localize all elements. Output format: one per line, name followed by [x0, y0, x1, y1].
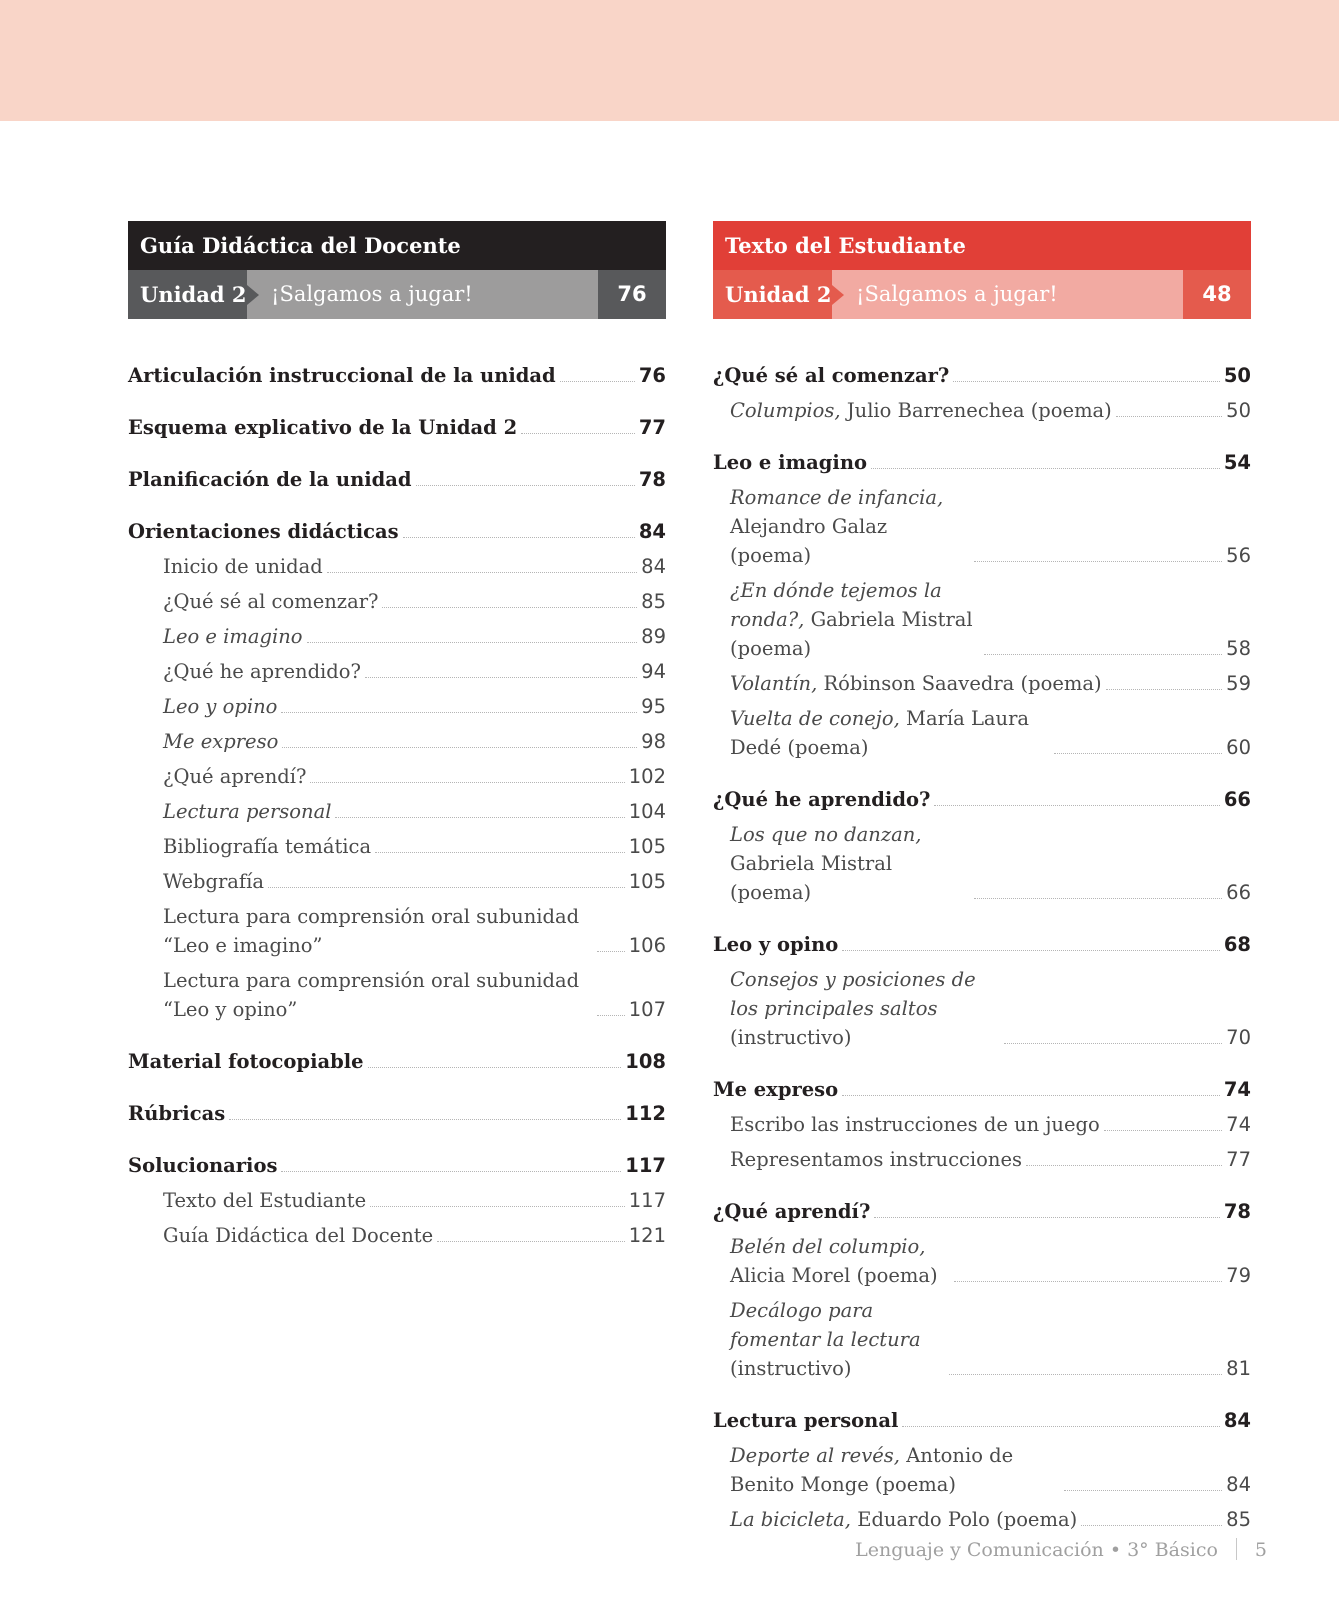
toc-subentry[interactable]: Leo y opino 95: [163, 695, 666, 718]
toc-entry[interactable]: Articulación instruccional de la unidad 76: [128, 364, 666, 387]
top-color-band: [0, 0, 1339, 121]
toc-subentry[interactable]: Bibliografía temática 105: [163, 835, 666, 858]
guide-unit-bar: [128, 270, 666, 319]
footer-divider: [1236, 1538, 1237, 1560]
toc-entry[interactable]: Lectura personal 84: [713, 1409, 1251, 1432]
toc-entry[interactable]: Leo e imagino 54: [713, 451, 1251, 474]
toc-subentry[interactable]: Webgrafía 105: [163, 870, 666, 893]
footer-subject: Lenguaje y Comunicación • 3° Básico: [855, 1539, 1218, 1561]
toc-subentry[interactable]: Lectura personal 104: [163, 800, 666, 823]
student-unit-bar: [713, 270, 1251, 319]
toc-subentry[interactable]: Vuelta de conejo, María Laura Dedé (poema) 60: [730, 707, 1251, 759]
unit-page-number: 76: [598, 270, 666, 319]
toc-subentry[interactable]: Lectura para comprensión oral subunidad “Leo e imagino” 106: [163, 905, 666, 957]
toc-entry[interactable]: Planificación de la unidad 78: [128, 468, 666, 491]
toc-entry[interactable]: ¿Qué aprendí? 78: [713, 1200, 1251, 1223]
toc-subentry[interactable]: Inicio de unidad 84: [163, 555, 666, 578]
toc-entry[interactable]: Leo y opino 68: [713, 933, 1251, 956]
toc-subentry[interactable]: Representamos instrucciones 77: [730, 1148, 1251, 1171]
toc-entry[interactable]: Solucionarios 117: [128, 1154, 666, 1177]
toc-subentry[interactable]: Consejos y posiciones de los principales saltos (instructivo) 70: [730, 968, 1251, 1049]
toc-entry[interactable]: Rúbricas 112: [128, 1102, 666, 1125]
toc-subentry[interactable]: Escribo las instrucciones de un juego 74: [730, 1113, 1251, 1136]
student-header-title: Texto del Estudiante: [713, 221, 1251, 270]
toc-entry[interactable]: ¿Qué sé al comenzar? 50: [713, 364, 1251, 387]
toc-subentry[interactable]: ¿Qué aprendí? 102: [163, 765, 666, 788]
toc-subentry[interactable]: Lectura para comprensión oral subunidad “Leo y opino” 107: [163, 969, 666, 1021]
toc-entry[interactable]: Esquema explicativo de la Unidad 2 77: [128, 416, 666, 439]
toc-subentry[interactable]: ¿En dónde tejemos la ronda?, Gabriela Mistral (poema) 58: [730, 579, 1251, 660]
toc-subentry[interactable]: Romance de infancia, Alejandro Galaz (poema) 56: [730, 486, 1251, 567]
toc-subentry[interactable]: Me expreso 98: [163, 730, 666, 753]
toc-subentry[interactable]: Leo e imagino 89: [163, 625, 666, 648]
guide-header-title: Guía Didáctica del Docente: [128, 221, 666, 270]
toc-entry[interactable]: ¿Qué he aprendido? 66: [713, 788, 1251, 811]
guide-column: [128, 221, 666, 1247]
toc-subentry[interactable]: Decálogo para fomentar la lectura (instructivo) 81: [730, 1299, 1251, 1380]
guide-toc: [128, 361, 666, 1250]
page-footer: [855, 1538, 1267, 1561]
student-toc: [713, 361, 1251, 1534]
toc-subentry[interactable]: Los que no danzan, Gabriela Mistral (poema) 66: [730, 823, 1251, 904]
toc-subentry[interactable]: ¿Qué sé al comenzar? 85: [163, 590, 666, 613]
toc-subentry[interactable]: Volantín, Róbinson Saavedra (poema) 59: [730, 672, 1251, 695]
unit-label: Unidad 2: [713, 270, 832, 319]
toc-entry[interactable]: Me expreso 74: [713, 1078, 1251, 1101]
toc-entry[interactable]: Orientaciones didácticas 84: [128, 520, 666, 543]
toc-subentry[interactable]: ¿Qué he aprendido? 94: [163, 660, 666, 683]
student-text-column: [713, 221, 1251, 1531]
toc-subentry[interactable]: Texto del Estudiante 117: [163, 1189, 666, 1212]
toc-subentry[interactable]: La bicicleta, Eduardo Polo (poema) 85: [730, 1508, 1251, 1531]
toc-subentry[interactable]: Belén del columpio, Alicia Morel (poema) 79: [730, 1235, 1251, 1287]
unit-label: Unidad 2: [128, 270, 247, 319]
toc-subentry[interactable]: Deporte al revés, Antonio de Benito Monge (poema) 84: [730, 1444, 1251, 1496]
unit-name: ¡Salgamos a jugar!: [832, 270, 1183, 319]
unit-page-number: 48: [1183, 270, 1251, 319]
toc-subentry[interactable]: Columpios, Julio Barrenechea (poema) 50: [730, 399, 1251, 422]
toc-entry[interactable]: Material fotocopiable 108: [128, 1050, 666, 1073]
unit-name: ¡Salgamos a jugar!: [247, 270, 598, 319]
footer-page-number: 5: [1254, 1539, 1267, 1561]
toc-subentry[interactable]: Guía Didáctica del Docente 121: [163, 1224, 666, 1247]
